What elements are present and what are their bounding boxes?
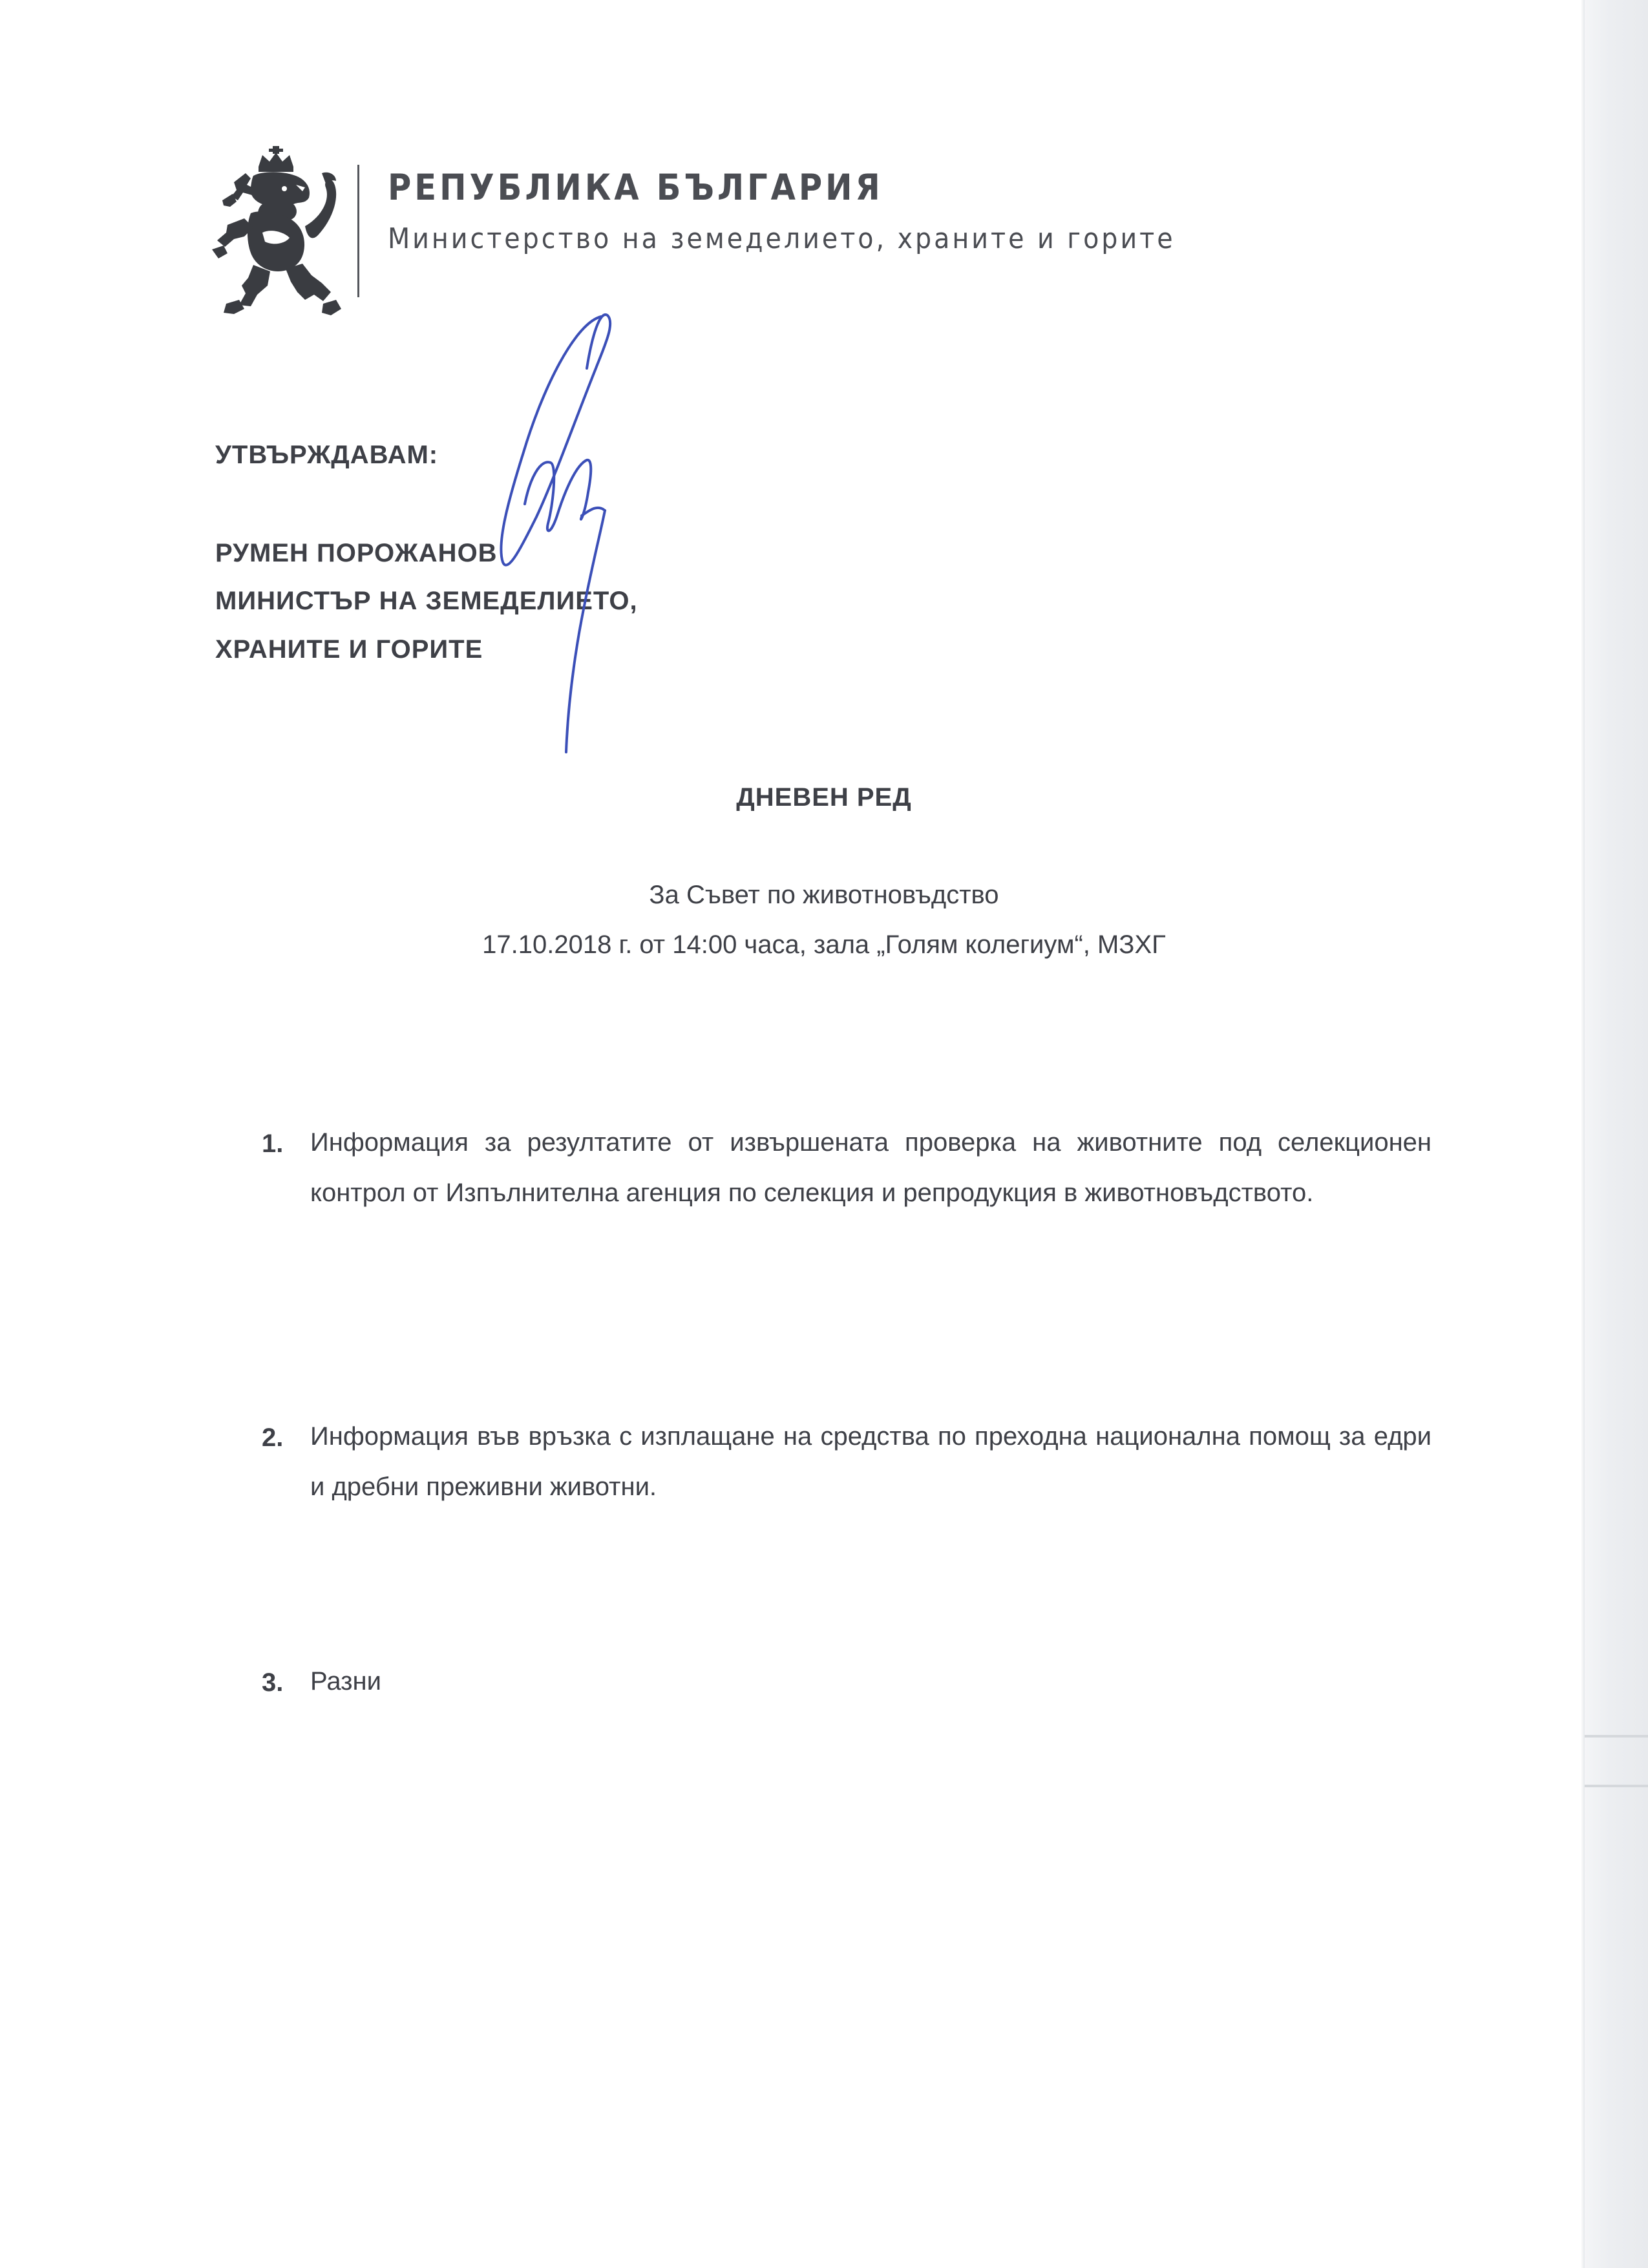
approver-title-line: МИНИСТЪР НА ЗЕМЕДЕЛИЕТО, [215, 587, 638, 615]
scan-edge-mark [1585, 1735, 1648, 1738]
agenda-item-number: 1. [262, 1129, 284, 1158]
coat-of-arms-icon [208, 142, 349, 320]
agenda-item-number: 2. [262, 1423, 284, 1452]
letterhead-divider [357, 165, 359, 297]
agenda-item-number: 3. [262, 1668, 284, 1697]
document-title: ДНЕВЕН РЕД [736, 783, 912, 812]
approver-name: РУМЕН ПОРОЖАНОВ [215, 539, 498, 567]
scan-edge-mark [1585, 1785, 1648, 1787]
agenda-item-text: Информация за резултатите от извършената проверка на животните под селекционен контрол от Изпълнителна агенция по селекция и репродукция в животновъдството. [310, 1128, 1431, 1207]
agenda-item-text: Информация във връзка с изплащане на средства по преходна национална помощ за едри и дребни преживни животни. [310, 1422, 1431, 1501]
ministry-name: Министерство на земеделието, храните и горите [388, 222, 1176, 255]
meeting-details: 17.10.2018 г. от 14:00 часа, зала „Голям колегиум“, МЗХГ [482, 930, 1166, 959]
agenda-item-text: Разни [310, 1667, 381, 1696]
scan-edge [1585, 0, 1648, 2268]
document-subtitle: За Съвет по животновъдство [649, 881, 999, 909]
approval-label: УТВЪРЖДАВАМ: [215, 441, 439, 469]
signature [478, 310, 646, 756]
country-name: РЕПУБЛИКА БЪЛГАРИЯ [388, 167, 883, 208]
approver-title-line: ХРАНИТЕ И ГОРИТЕ [215, 635, 483, 664]
